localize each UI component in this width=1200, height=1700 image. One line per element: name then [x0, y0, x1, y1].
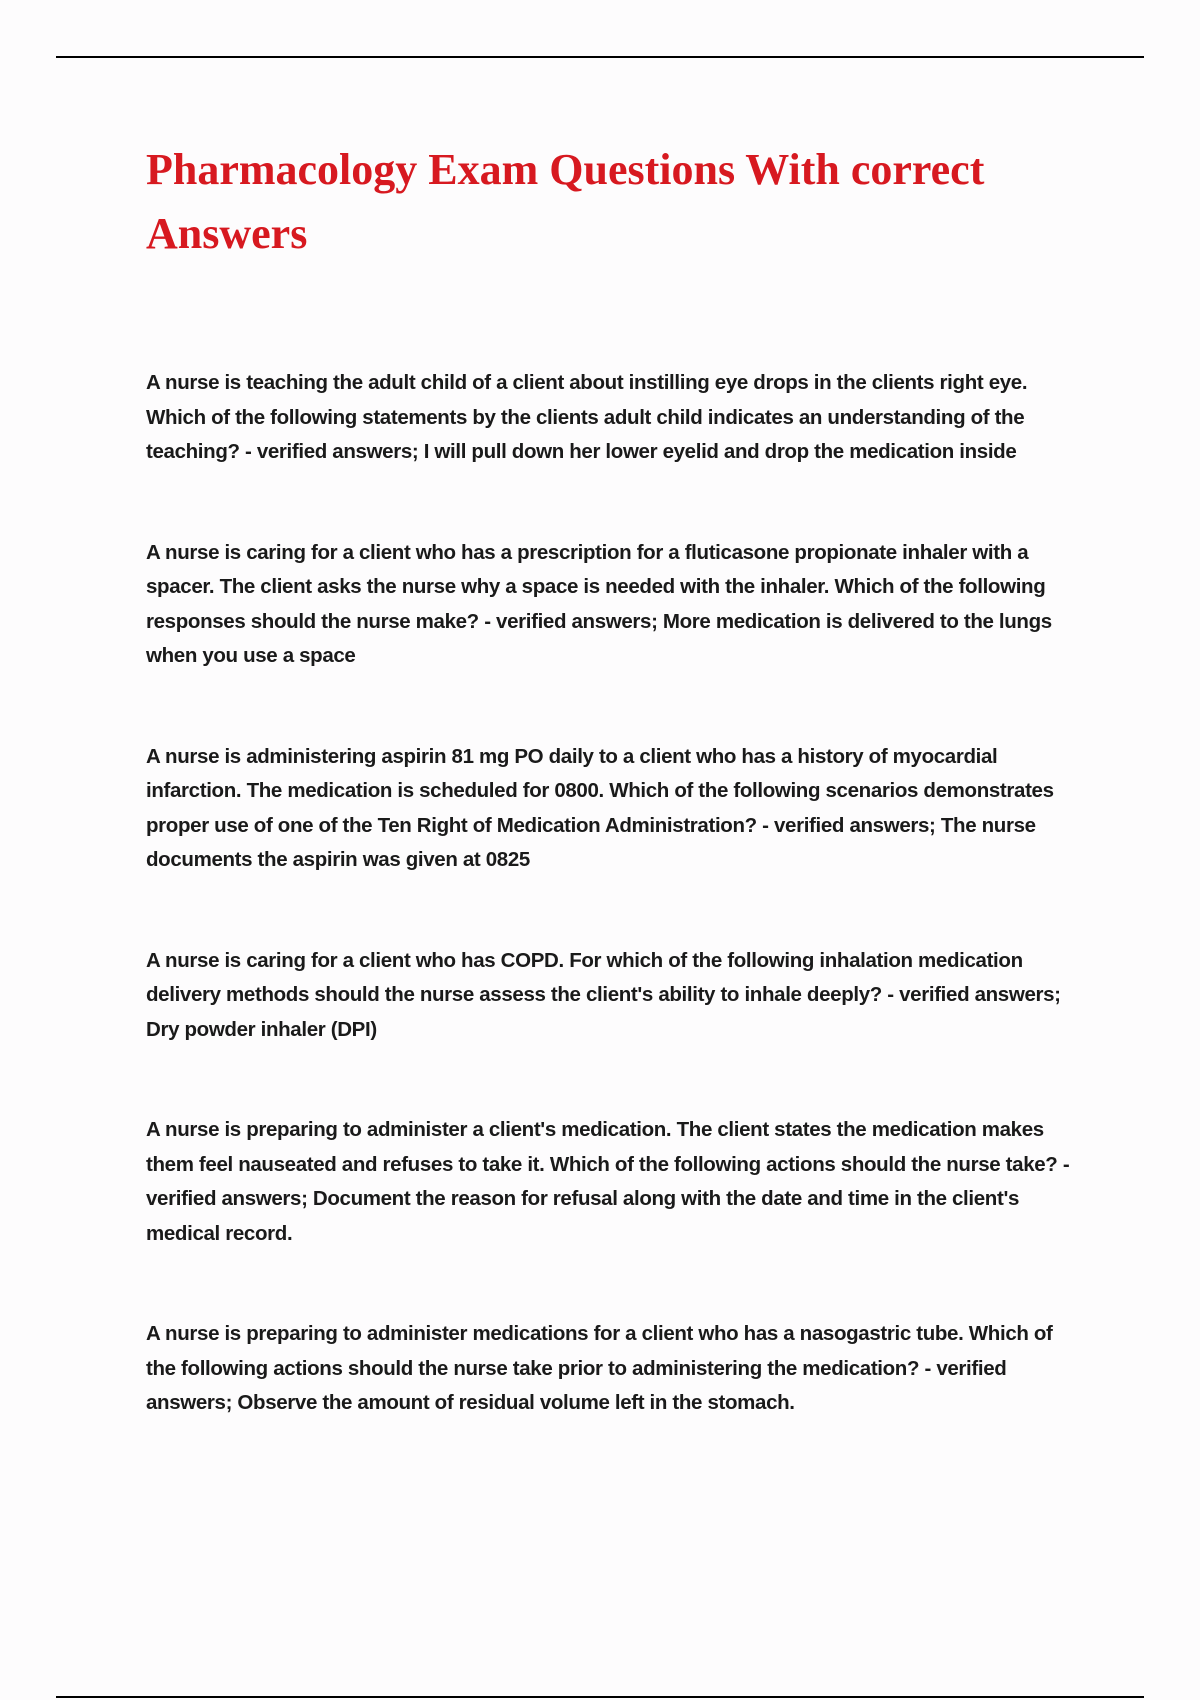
qa-item: A nurse is teaching the adult child of a client about instilling eye drops in the clients right eye. Which of the following statements by the clients adult child indicates an understanding of the teaching? - verified answers; I will pull down her lower eyelid and drop the medication inside — [146, 371, 1028, 463]
qa-item: A nurse is caring for a client who has COPD. For which of the following inhalation medication delivery methods should the nurse assess the client's ability to inhale deeply? - verified answers; Dry powder inhaler (DPI) — [146, 948, 1061, 1041]
top-rule — [56, 56, 1144, 58]
document-title: Pharmacology Exam Questions With correct Answers — [146, 145, 985, 258]
qa-list — [146, 366, 1086, 1421]
qa-item: A nurse is preparing to administer a client's medication. The client states the medication makes them feel nauseated and refuses to take it. Which of the following actions should the nurse take? - verified answers; Document the reason for refusal along with the date and time in the client's medical record. — [146, 1118, 1070, 1245]
qa-item: A nurse is preparing to administer medications for a client who has a nasogastric tube. Which of the following actions should the nurse take prior to administering the medication? - verified answers; Observe the amount of residual volume left in the stomach. — [146, 1322, 1053, 1414]
document-content — [146, 138, 1086, 1487]
qa-item: A nurse is caring for a client who has a prescription for a fluticasone propionate inhaler with a spacer. The client asks the nurse why a space is needed with the inhaler. Which of the following responses should the nurse make? - verified answers; More medication is delivered to the lungs when you use a space — [146, 540, 1052, 667]
bottom-rule — [56, 1696, 1144, 1698]
qa-item: A nurse is administering aspirin 81 mg PO daily to a client who has a history of myocardial infarction. The medication is scheduled for 0800. Which of the following scenarios demonstrates proper use of one of the Ten Right of Medication Administration? - verified answers; The nurse documents the aspirin was given at 0825 — [146, 744, 1054, 871]
